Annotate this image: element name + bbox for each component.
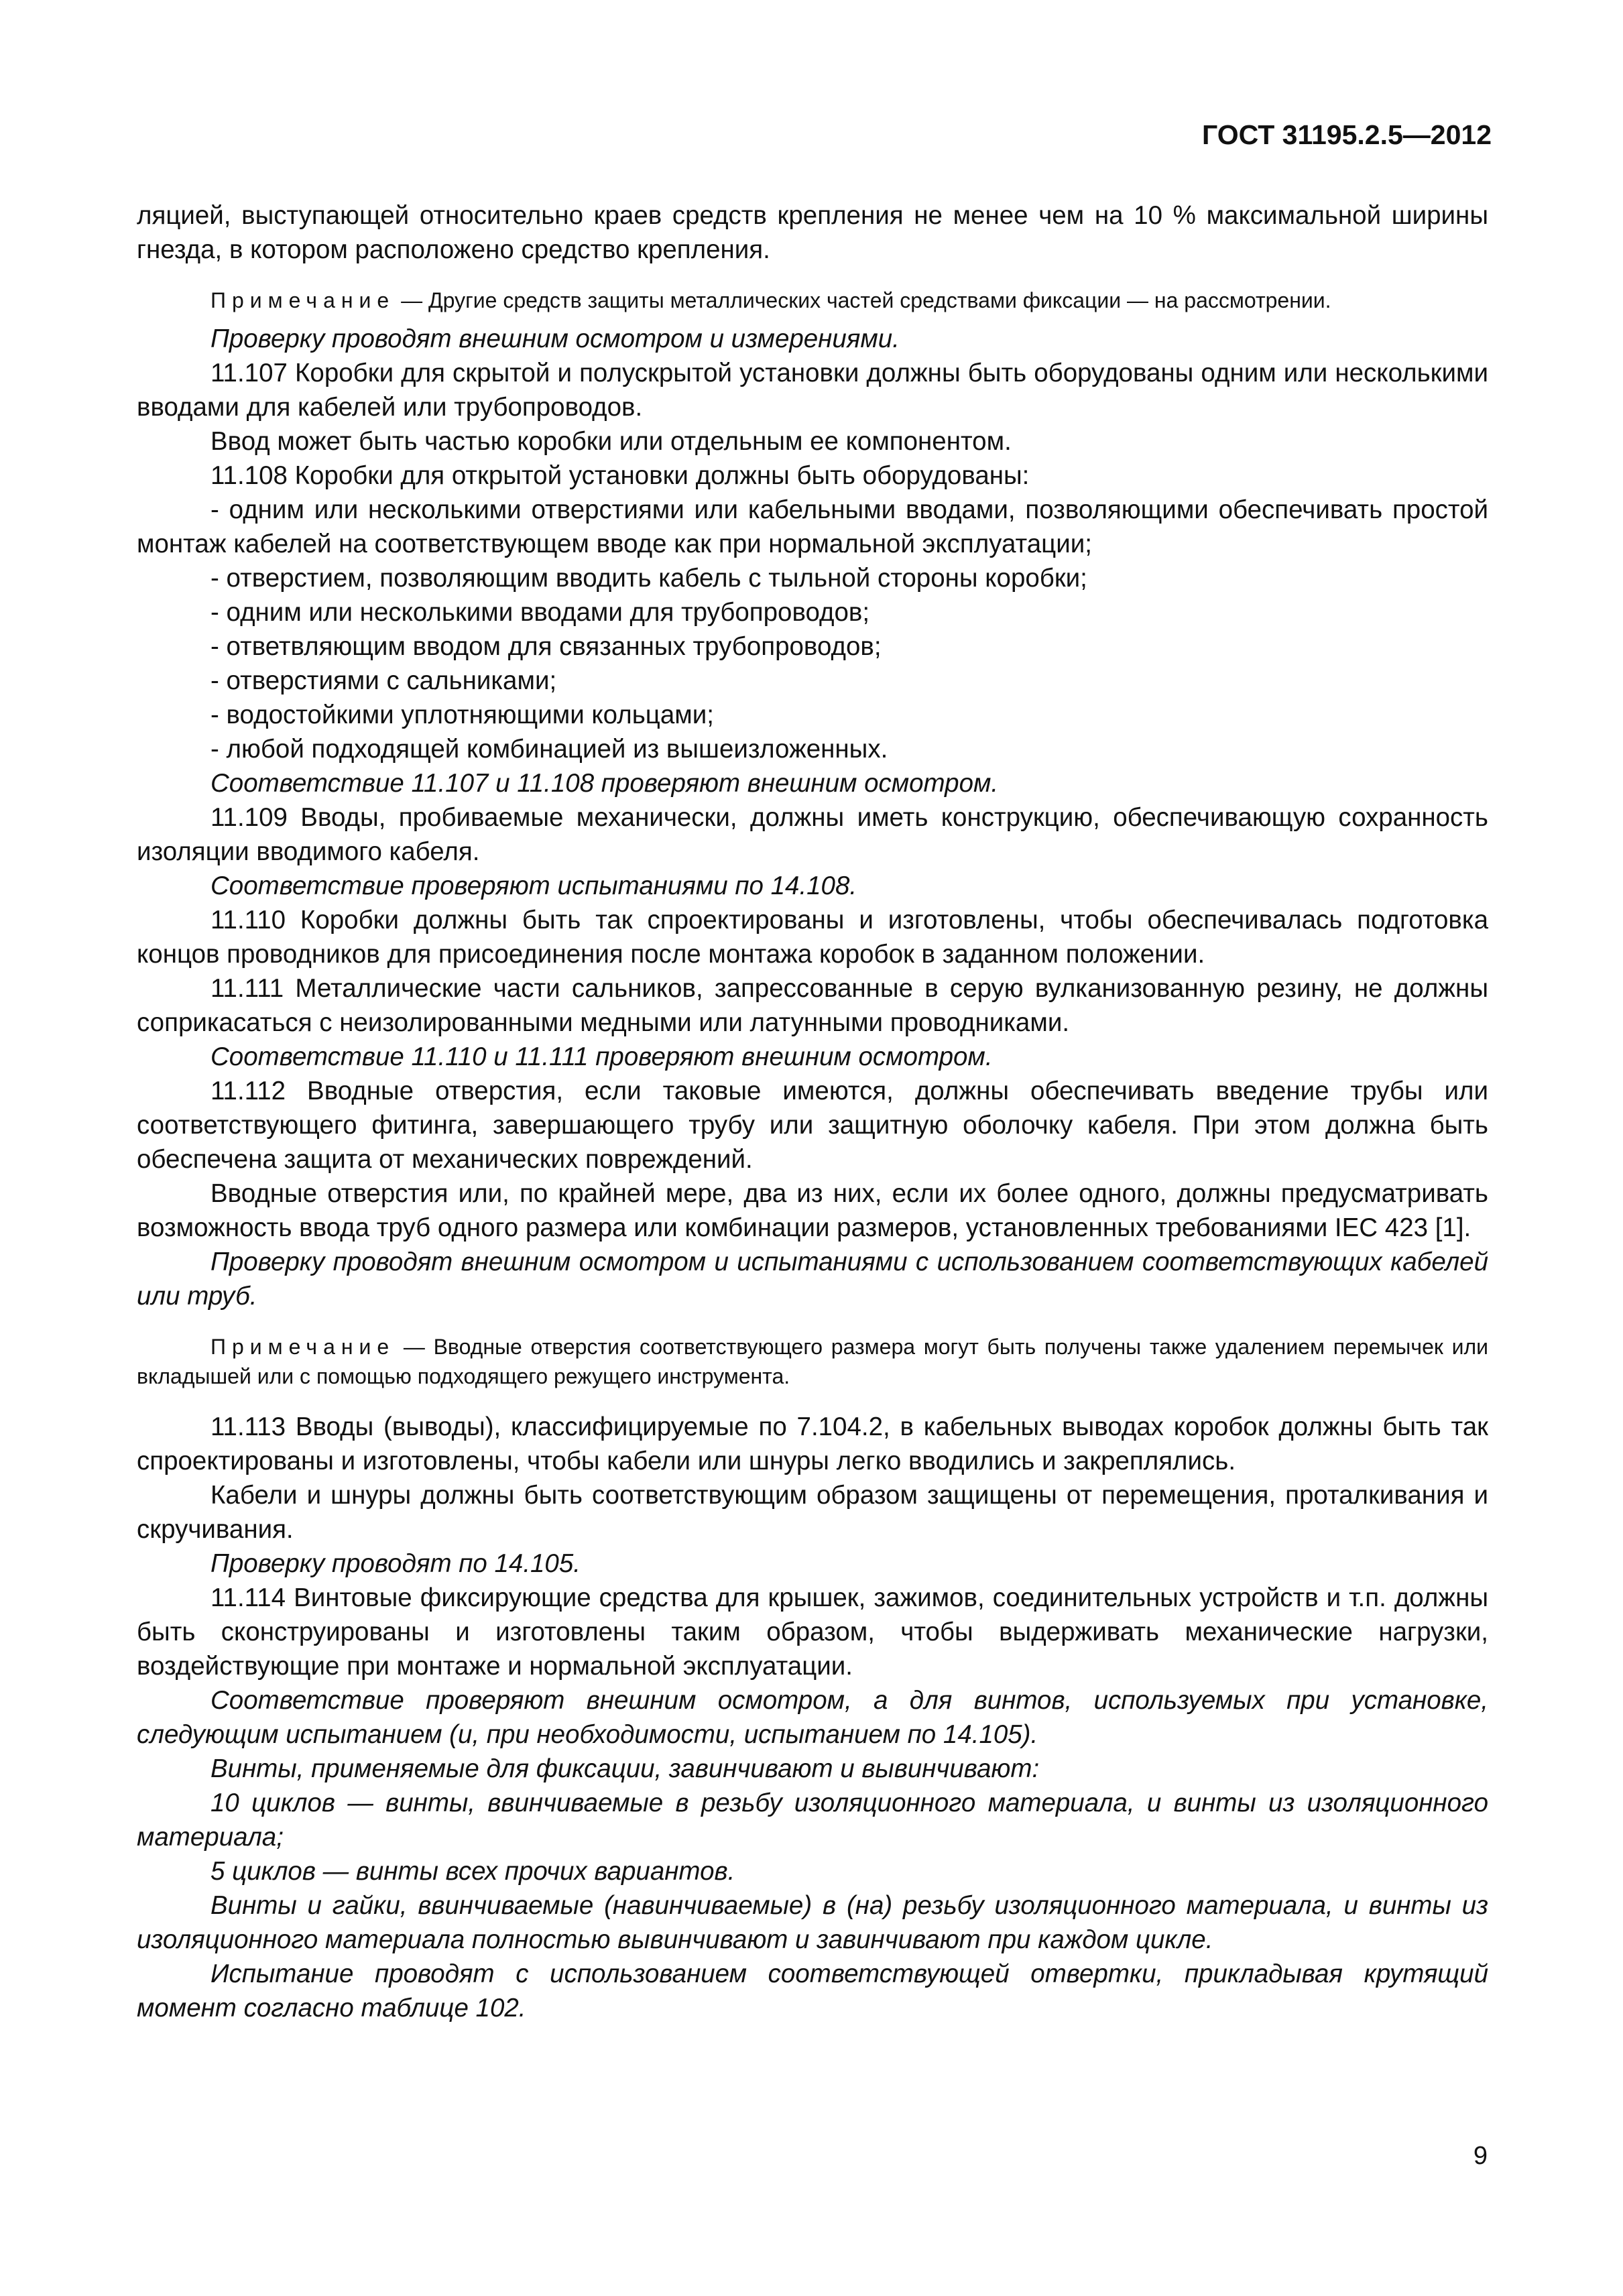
note-text: — Другие средств защиты металлических частей средствами фиксации — на рассмотрении. bbox=[395, 288, 1331, 312]
paragraph: 11.110 Коробки должны быть так спроектированы и изготовлены, чтобы обеспечивалась подготовка концов проводников для присоединения после монтажа коробок в заданном положении. bbox=[137, 906, 1488, 969]
paragraph: Проверку проводят внешним осмотром и испытаниями с использованием соответствующих кабелей или труб. bbox=[137, 1248, 1488, 1311]
paragraph: Винты и гайки, ввинчиваемые (навинчиваемые) в (на) резьбу изоляционного материала, и винты из изоляционного материала полностью вывинчивают и завинчивают при каждом цикле. bbox=[137, 1891, 1488, 1954]
paragraph: 11.107 Коробки для скрытой и полускрытой установки должны быть оборудованы одним или несколькими вводами для кабелей или трубопроводов. bbox=[137, 359, 1488, 422]
document-id: ГОСТ 31195.2.5—2012 bbox=[1202, 119, 1492, 150]
paragraph: Проверку проводят внешним осмотром и измерениями. bbox=[211, 324, 900, 353]
list-item: - отверстиями с сальниками; bbox=[211, 666, 557, 695]
paragraph: Соответствие проверяют внешним осмотром, а для винтов, используемых при установке, следующим испытанием (и, при необходимости, испытанием по 14.105). bbox=[137, 1686, 1488, 1749]
paragraph: Винты, применяемые для фиксации, завинчивают и вывинчивают: bbox=[211, 1754, 1040, 1783]
note-text: — Вводные отверстия соответствующего размера могут быть получены также удалением перемычек или вкладышей или с помощью подходящего режущего инструмента. bbox=[137, 1335, 1488, 1388]
list-item: - отверстием, позволяющим вводить кабель с тыльной стороны коробки; bbox=[211, 564, 1087, 593]
list-item: - одним или несколькими вводами для трубопроводов; bbox=[211, 598, 870, 627]
paragraph: Вводные отверстия или, по крайней мере, два из них, если их более одного, должны предусматривать возможность ввода труб одного размера или комбинации размеров, установленных требованиями IEC 423 [1]. bbox=[137, 1179, 1488, 1242]
paragraph: ляцией, выступающей относительно краев средств крепления не менее чем на 10 % максимальной ширины гнезда, в котором расположено средство крепления. bbox=[137, 201, 1488, 264]
list-item: - водостойкими уплотняющими кольцами; bbox=[211, 701, 714, 729]
body-text bbox=[137, 198, 1488, 2025]
paragraph: 5 циклов — винты всех прочих вариантов. bbox=[211, 1857, 735, 1886]
paragraph: Испытание проводят с использованием соответствующей отвертки, прикладывая крутящий момент согласно таблице 102. bbox=[137, 1959, 1488, 2022]
paragraph: Соответствие 11.110 и 11.111 проверяют внешним осмотром. bbox=[211, 1042, 993, 1071]
list-item: - одним или несколькими отверстиями или кабельными вводами, позволяющими обеспечивать простой монтаж кабелей на соответствующем вводе как при нормальной эксплуатации; bbox=[137, 495, 1488, 558]
note-label: Примечание bbox=[211, 288, 396, 312]
note bbox=[137, 286, 1488, 315]
paragraph: 10 циклов — винты, ввинчиваемые в резьбу изоляционного материала, и винты из изоляционного материала; bbox=[137, 1789, 1488, 1852]
list-item: - ответвляющим вводом для связанных трубопроводов; bbox=[211, 632, 882, 661]
note-label: Примечание bbox=[211, 1335, 396, 1359]
note bbox=[137, 1332, 1488, 1391]
paragraph: Соответствие проверяют испытаниями по 14.108. bbox=[211, 871, 857, 900]
paragraph: Кабели и шнуры должны быть соответствующим образом защищены от перемещения, проталкивания и скручивания. bbox=[137, 1481, 1488, 1544]
paragraph: Проверку проводят по 14.105. bbox=[211, 1549, 581, 1578]
list-item: - любой подходящей комбинацией из вышеизложенных. bbox=[211, 735, 888, 764]
paragraph: 11.113 Вводы (выводы), классифицируемые по 7.104.2, в кабельных выводах коробок должны быть так спроектированы и изготовлены, чтобы кабели или шнуры легко вводились и закреплялись. bbox=[137, 1412, 1488, 1475]
paragraph: 11.111 Металлические части сальников, запрессованные в серую вулканизованную резину, не должны соприкасаться с неизолированными медными или латунными проводниками. bbox=[137, 974, 1488, 1037]
paragraph: 11.108 Коробки для открытой установки должны быть оборудованы: bbox=[211, 461, 1030, 490]
page-number: 9 bbox=[1473, 2142, 1488, 2170]
paragraph: 11.114 Винтовые фиксирующие средства для крышек, зажимов, соединительных устройств и т.п. должны быть сконструированы и изготовлены таким образом, чтобы выдерживать механические нагрузки, воздействующие при монтаже и нормальной эксплуатации. bbox=[137, 1583, 1488, 1681]
paragraph: 11.112 Вводные отверстия, если таковые имеются, должны обеспечивать введение трубы или соответствующего фитинга, завершающего трубу или защитную оболочку кабеля. При этом должна быть обеспечена защита от механических повреждений. bbox=[137, 1077, 1488, 1174]
paragraph: 11.109 Вводы, пробиваемые механически, должны иметь конструкцию, обеспечивающую сохранность изоляции вводимого кабеля. bbox=[137, 803, 1488, 866]
paragraph: Соответствие 11.107 и 11.108 проверяют внешним осмотром. bbox=[211, 769, 999, 798]
paragraph: Ввод может быть частью коробки или отдельным ее компонентом. bbox=[211, 427, 1012, 456]
